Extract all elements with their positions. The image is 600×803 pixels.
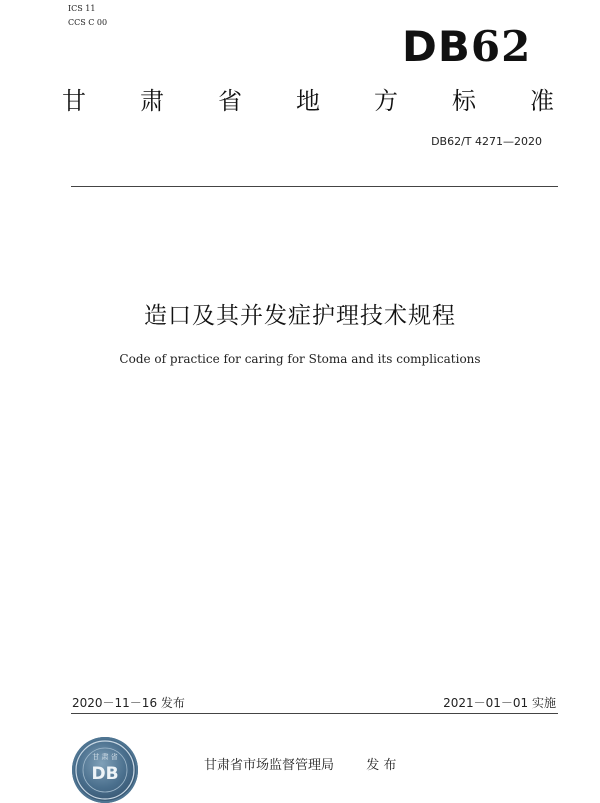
seal-text-mid: DB [91, 764, 119, 784]
title-char: 标 [452, 87, 476, 115]
logo-letters: DB [402, 22, 471, 71]
issuer-name: 甘肃省市场监督管理局 [204, 758, 335, 773]
title-char: 方 [374, 87, 398, 115]
document-english-title: Code of practice for caring for Stoma and its complications [119, 352, 481, 366]
title-char: 地 [296, 87, 320, 115]
bottom-divider [71, 713, 558, 714]
db62-logo [402, 22, 532, 71]
seal-graphic [72, 737, 138, 803]
ics-code: ICS 11 [68, 4, 96, 13]
seal-text-top: 甘 肃 省 [92, 753, 118, 761]
title-char: 肃 [140, 87, 164, 115]
issuing-authority [204, 754, 396, 773]
standard-number: DB62/T 4271—2020 [431, 135, 542, 148]
standard-type-title [62, 86, 554, 116]
title-char: 省 [218, 87, 242, 115]
title-char: 准 [530, 87, 554, 115]
logo-digits: 62 [470, 22, 532, 71]
document-title: 造口及其并发症护理技术规程 [144, 303, 456, 329]
ccs-code: CCS C 00 [68, 18, 108, 27]
classification-codes [68, 2, 107, 30]
implement-date: 2021－01－01 实施 [443, 696, 556, 710]
official-seal-icon [72, 737, 138, 803]
title-char: 甘 [62, 87, 86, 115]
issuer-action: 发 布 [366, 758, 397, 773]
top-divider [71, 186, 558, 187]
publish-date: 2020－11－16 发布 [72, 696, 185, 710]
